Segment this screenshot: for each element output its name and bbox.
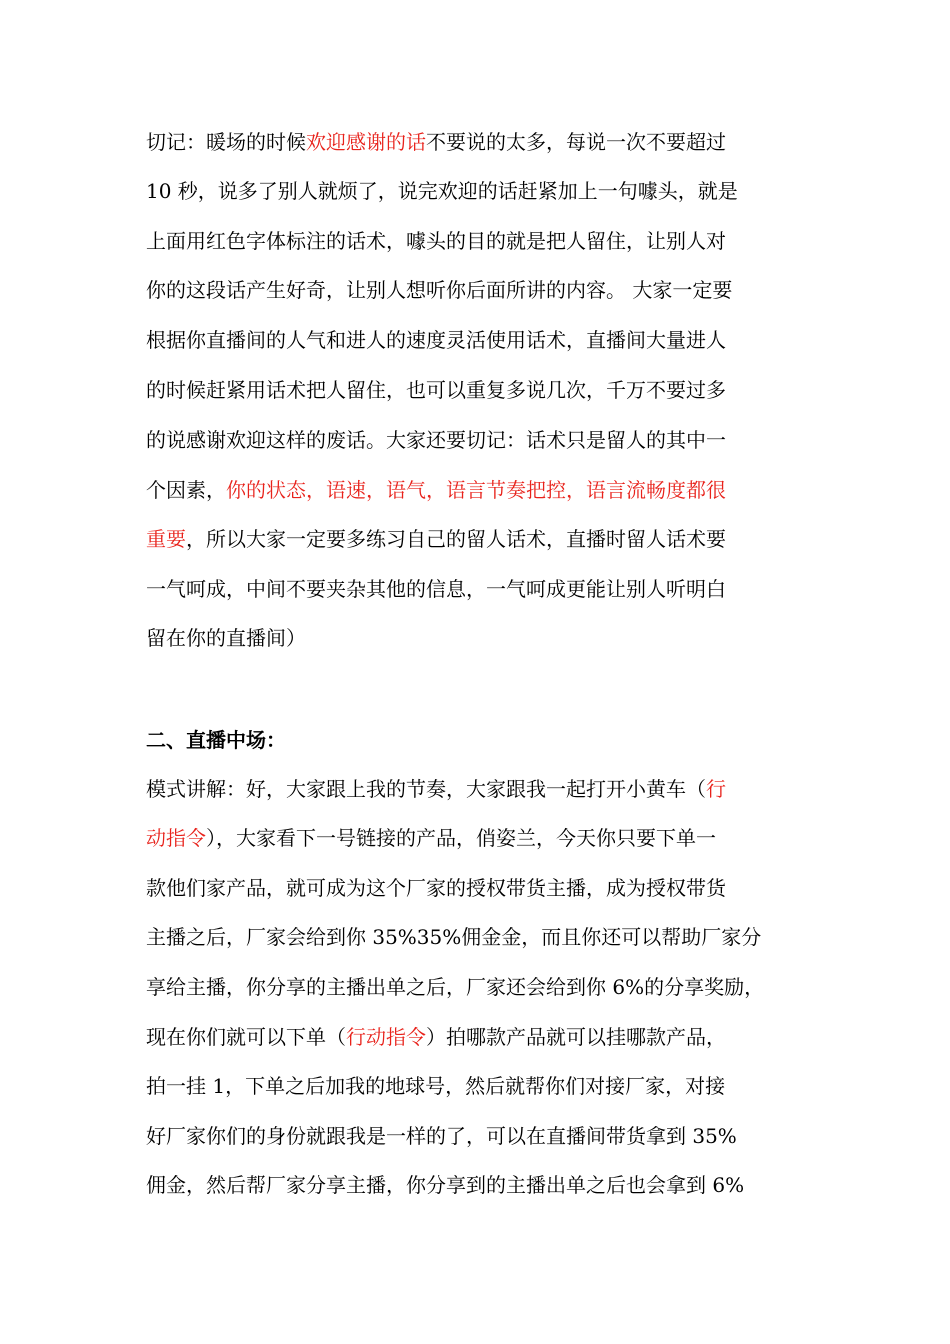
text-line	[146, 525, 826, 553]
highlighted-text-run: 重要	[146, 527, 186, 551]
text-line	[146, 128, 826, 156]
text-run: 模式讲解：好，大家跟上我的节奏，大家跟我一起打开小黄车（	[146, 777, 706, 801]
text-line	[146, 476, 826, 504]
text-line	[146, 624, 826, 652]
text-run: 切记：暖场的时候	[146, 130, 306, 154]
text-run: 上面用红色字体标注的话术，噱头的目的就是把人留住，让别人对	[146, 229, 726, 253]
section-2-heading: 二、直播中场：	[146, 728, 286, 752]
text-run: 佣金，然后帮厂家分享主播，你分享到的主播出单之后也会拿到 6%	[146, 1173, 745, 1197]
text-run: ，所以大家一定要多练习自己的留人话术，直播时留人话术要	[186, 527, 726, 551]
text-run: 享给主播，你分享的主播出单之后，厂家还会给到你 6%的分享奖励，	[146, 975, 765, 999]
text-line	[146, 973, 826, 1001]
text-line	[146, 923, 826, 951]
text-run: 的说感谢欢迎这样的废话。大家还要切记：话术只是留人的其中一	[146, 428, 726, 452]
text-run: 根据你直播间的人气和进人的速度灵活使用话术，直播间大量进人	[146, 328, 726, 352]
text-run: 拍一挂 1，下单之后加我的地球号，然后就帮你们对接厂家，对接	[146, 1074, 726, 1098]
text-line	[146, 227, 826, 255]
text-run: 好厂家你们的身份就跟我是一样的了，可以在直播间带货拿到 35%	[146, 1124, 737, 1148]
text-line	[146, 376, 826, 404]
text-run: 留在你的直播间）	[146, 626, 306, 650]
text-line	[146, 1171, 826, 1199]
text-line	[146, 276, 826, 304]
highlighted-text-run: 行	[706, 777, 726, 801]
text-line	[146, 1023, 826, 1051]
text-line	[146, 775, 826, 803]
text-run: ）拍哪款产品就可以挂哪款产品，	[426, 1025, 726, 1049]
text-run: 10 秒，说多了别人就烦了，说完欢迎的话赶紧加上一句噱头，就是	[146, 179, 738, 203]
text-run: 款他们家产品，就可成为这个厂家的授权带货主播，成为授权带货	[146, 876, 726, 900]
highlighted-text-run: 行动指令	[346, 1025, 426, 1049]
text-line	[146, 874, 826, 902]
text-line	[146, 1122, 826, 1150]
text-line	[146, 575, 826, 603]
text-run: ），大家看下一号链接的产品，俏姿兰，今天你只要下单一	[206, 826, 716, 850]
text-run: 现在你们就可以下单（	[146, 1025, 346, 1049]
text-run: 主播之后，厂家会给到你 35%35%佣金金，而且你还可以帮助厂家分	[146, 925, 762, 949]
text-run: 一气呵成，中间不要夹杂其他的信息，一气呵成更能让别人听明白	[146, 577, 726, 601]
text-run: 你的这段话产生好奇，让别人想听你后面所讲的内容。 大家一定要	[146, 278, 733, 302]
text-line	[146, 326, 826, 354]
text-line	[146, 177, 826, 205]
text-run: 个因素，	[146, 478, 226, 502]
text-run: 不要说的太多，每说一次不要超过	[426, 130, 726, 154]
text-line	[146, 426, 826, 454]
text-line	[146, 824, 826, 852]
highlighted-text-run: 你的状态，语速，语气，语言节奏把控，语言流畅度都很	[226, 478, 726, 502]
text-line	[146, 1072, 826, 1100]
text-run: 的时候赶紧用话术把人留住，也可以重复多说几次，千万不要过多	[146, 378, 726, 402]
highlighted-text-run: 欢迎感谢的话	[306, 130, 426, 154]
highlighted-text-run: 动指令	[146, 826, 206, 850]
